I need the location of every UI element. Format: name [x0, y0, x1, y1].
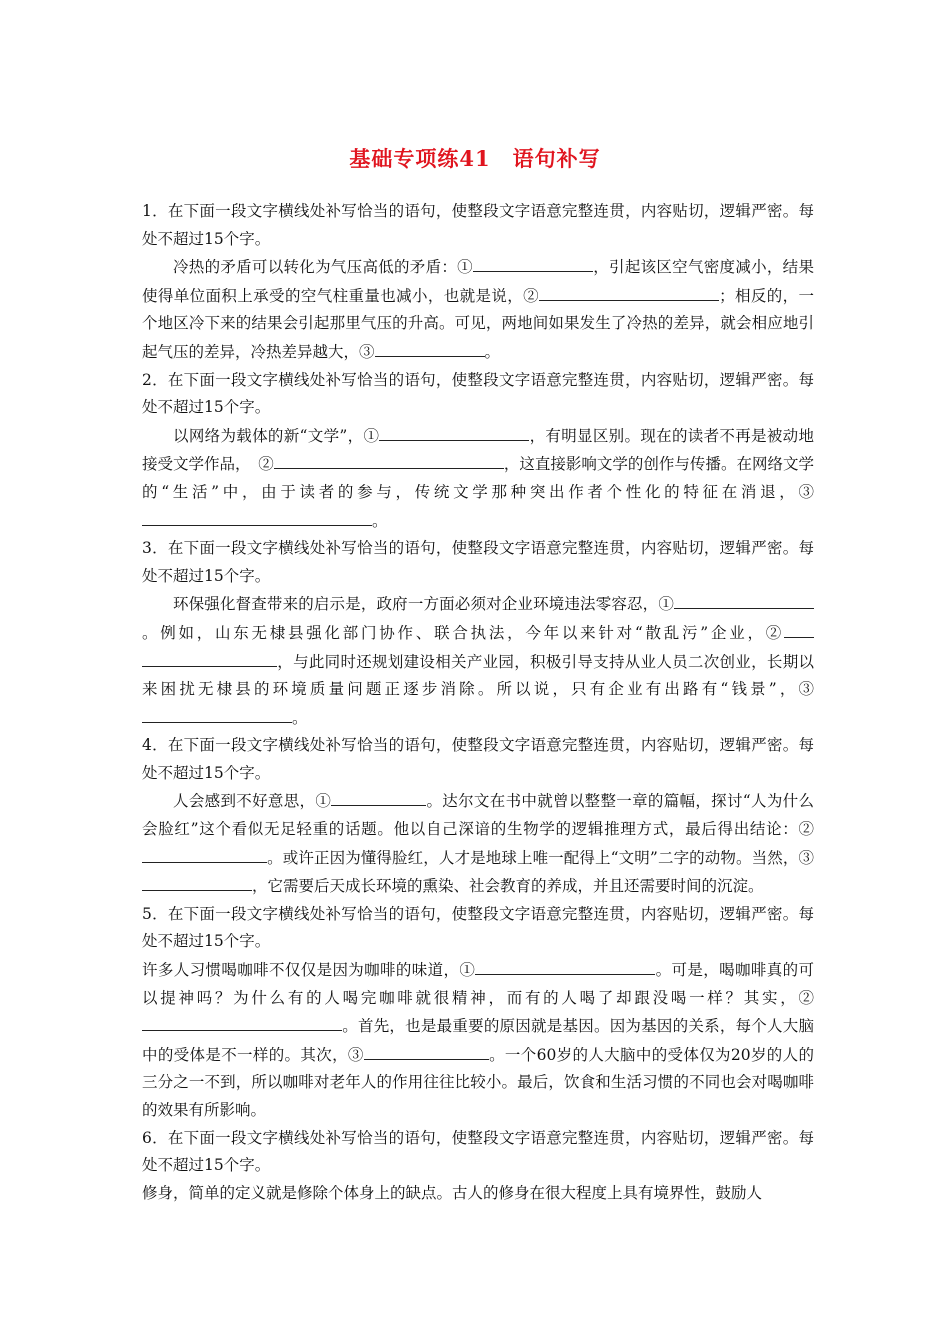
- passage-text: ，这直接影响文学的创作与传播。在网络文学的“生活”中，由于读者的参与，传统文学那种突出作者个性化的特征在消退，③: [142, 455, 814, 501]
- question-6-passage: [142, 1180, 814, 1208]
- passage-text: ，与此同时还规划建设相关产业园，积极引导支持从业人员二次创业，长期以来困扰无棣县的环境质量问题正逐步消除。所以说，只有企业有出路有“钱景”，③: [142, 652, 814, 699]
- passage-text: 环保强化督查带来的启示是，政府一方面必须对企业环境违法零容忍，①: [173, 595, 674, 614]
- question-6-prompt: 6．在下面一段文字横线处补写恰当的语句，使整段文字语意完整连贯，内容贴切，逻辑严密。每处不超过15个字。: [142, 1128, 814, 1175]
- question-2-prompt: 2．在下面一段文字横线处补写恰当的语句，使整段文字语意完整连贯，内容贴切，逻辑严密。每处不超过15个字。: [142, 370, 814, 417]
- passage-text: 许多人习惯喝咖啡不仅仅是因为咖啡的味道，①: [142, 961, 476, 980]
- answer-blank-2[interactable]: [539, 282, 719, 301]
- question-5-prompt: 5．在下面一段文字横线处补写恰当的语句，使整段文字语意完整连贯，内容贴切，逻辑严密。每处不超过15个字。: [142, 904, 814, 951]
- answer-blank-3[interactable]: [142, 507, 372, 526]
- passage-text: 。首先，也是最重要的原因就是基因。因为基因的关系，每个人大脑中的受体是不一样的。其次，③: [142, 1017, 814, 1064]
- passage-text: 。例如，山东无棣县强化部门协作、联合执法，今年以来针对“散乱污”企业，②: [142, 623, 784, 642]
- answer-blank-3[interactable]: [364, 1041, 489, 1060]
- answer-blank-2[interactable]: [142, 844, 267, 863]
- answer-blank-1[interactable]: [674, 590, 774, 609]
- passage-text: 。或许正因为懂得脸红，人才是地球上唯一配得上“文明”二字的动物。当然，③: [267, 848, 814, 867]
- passage-text: ；相反的，一个地区冷下来的结果会引起那里气压的升高。可见，两地间如果发生了冷热的差异，就会相应地引起气压的差异，冷热差异越大，③: [142, 286, 814, 361]
- passage-text: 。: [372, 511, 388, 530]
- answer-blank-1[interactable]: [473, 253, 593, 272]
- passage-text: 修身，简单的定义就是修除个体身上的缺点。古人的修身在很大程度上具有境界性，鼓励人: [142, 1183, 763, 1202]
- answer-blank-1[interactable]: [331, 787, 426, 806]
- passage-text: 。: [484, 342, 501, 361]
- passage-text: ，它需要后天成长环境的熏染、社会教育的养成，并且还需要时间的沉淀。: [252, 877, 764, 896]
- document-body: [142, 198, 814, 1207]
- answer-blank-1-continued[interactable]: [774, 590, 814, 609]
- question-4-passage: [142, 787, 814, 900]
- question-1-prompt: 1．在下面一段文字横线处补写恰当的语句，使整段文字语意完整连贯，内容贴切，逻辑严密。每处不超过15个字。: [142, 202, 814, 248]
- passage-text: 人会感到不好意思，①: [173, 792, 332, 811]
- answer-blank-2-continued[interactable]: [142, 648, 277, 667]
- answer-blank-1[interactable]: [475, 956, 655, 975]
- question-4-prompt: 4．在下面一段文字横线处补写恰当的语句，使整段文字语意完整连贯，内容贴切，逻辑严密。每处不超过15个字。: [142, 736, 814, 782]
- passage-text: 。达尔文在书中就曾以整整一章的篇幅，探讨“人为什么会脸红”这个看似无足轻重的话题。他以自己深谙的生物学的逻辑推理方式，最后得出结论：②: [142, 792, 814, 839]
- answer-blank-1[interactable]: [379, 422, 529, 441]
- question-1-passage: [142, 253, 814, 366]
- passage-text: 。一个60岁的人大脑中的受体仅为20岁的人的三分之一不到，所以咖啡对老年人的作用往往比较小。最后，饮食和生活习惯的不同也会对喝咖啡的效果有所影响。: [142, 1045, 814, 1119]
- question-2-passage: [142, 422, 814, 535]
- answer-blank-2[interactable]: [274, 450, 504, 469]
- answer-blank-2[interactable]: [142, 1012, 342, 1031]
- question-3-prompt: 3．在下面一段文字横线处补写恰当的语句，使整段文字语意完整连贯，内容贴切，逻辑严密。每处不超过15个字。: [142, 539, 814, 585]
- page-title: 基础专项练41 语句补写: [349, 146, 601, 171]
- answer-blank-2[interactable]: [784, 619, 814, 638]
- passage-text: 。可是，喝咖啡真的可以提神吗？为什么有的人喝完咖啡就很精神，而有的人喝了却跟没喝一样？其实，②: [142, 961, 814, 1007]
- passage-text: ，有明显区别。现在的读者不再是被动地接受文学作品， ②: [142, 426, 814, 474]
- answer-blank-3[interactable]: [375, 338, 485, 357]
- question-5-passage: [142, 956, 814, 1125]
- answer-blank-3[interactable]: [142, 704, 292, 723]
- passage-text: 冷热的矛盾可以转化为气压高低的矛盾：①: [173, 258, 473, 277]
- passage-text: 以网络为载体的新“文学”，①: [173, 426, 380, 445]
- answer-blank-3[interactable]: [142, 872, 252, 891]
- passage-text: 。: [292, 708, 308, 727]
- question-3-passage: [142, 590, 814, 732]
- passage-text: ，引起该区空气密度减小，结果使得单位面积上承受的空气柱重量也减小，也就是说，②: [142, 258, 814, 305]
